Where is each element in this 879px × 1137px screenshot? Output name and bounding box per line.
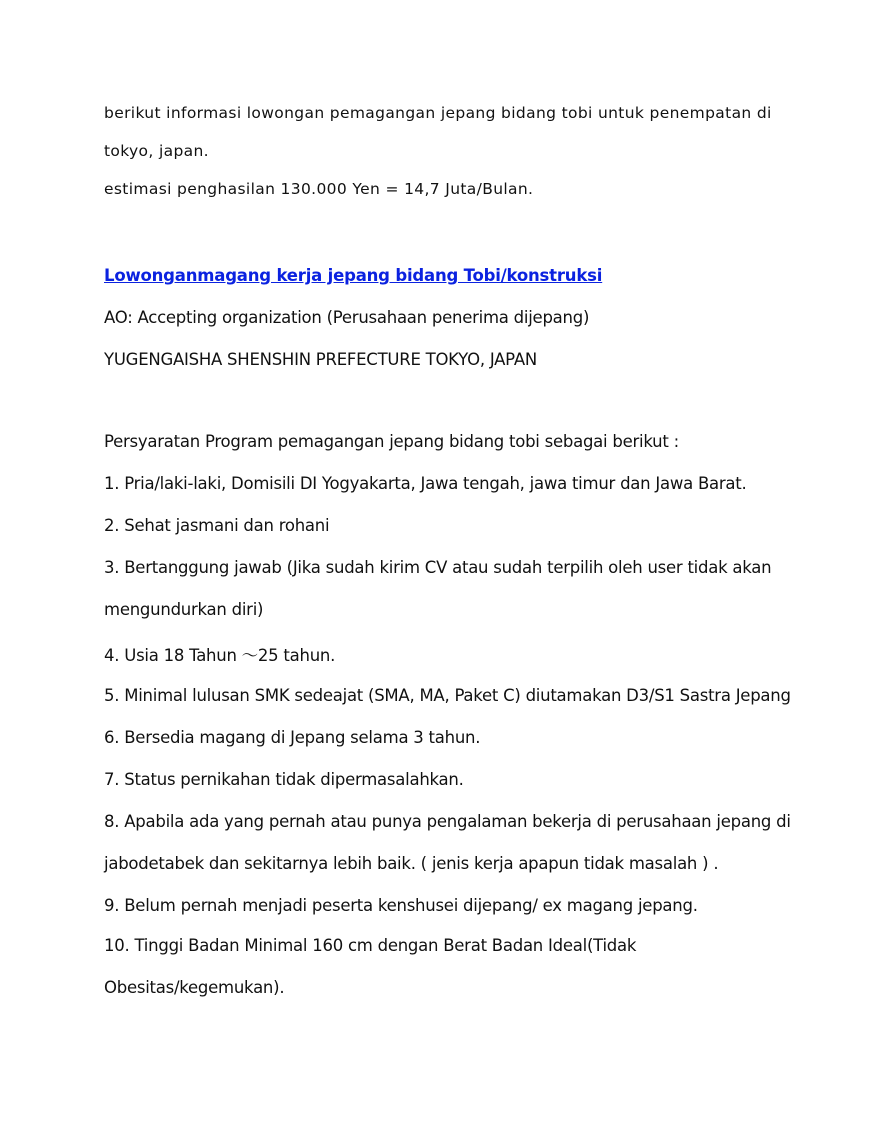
requirement-line: Obesitas/kegemukan). [104,978,285,997]
company-line: YUGENGAISHA SHENSHIN PREFECTURE TOKYO, JAPAN [104,350,537,369]
requirement-line: 7. Status pernikahan tidak dipermasalahkan. [104,770,464,789]
requirement-line: 4. Usia 18 Tahun ～25 tahun. [104,646,336,665]
requirement-line: 1. Pria/laki-laki, Domisili DI Yogyakarta, Jawa tengah, jawa timur dan Jawa Barat. [104,474,747,493]
requirements-intro: Persyaratan Program pemagangan jepang bidang tobi sebagai berikut : [104,432,679,451]
requirement-line: 9. Belum pernah menjadi peserta kenshusei dijepang/ ex magang jepang. [104,896,698,915]
requirement-line: jabodetabek dan sekitarnya lebih baik. ( jenis kerja apapun tidak masalah ) . [104,854,719,873]
intro-line-1: berikut informasi lowongan pemagangan jepang bidang tobi untuk penempatan di [104,104,772,122]
requirement-line: 10. Tinggi Badan Minimal 160 cm dengan Berat Badan Ideal(Tidak [104,936,637,955]
requirement-line: 3. Bertanggung jawab (Jika sudah kirim CV atau sudah terpilih oleh user tidak akan [104,558,772,577]
requirement-line: 5. Minimal lulusan SMK sedeajat (SMA, MA, Paket C) diutamakan D3/S1 Sastra Jepang [104,686,791,705]
intro-line-2: tokyo, japan. [104,142,209,160]
heading-link[interactable]: Lowonganmagang kerja jepang bidang Tobi/konstruksi [104,266,603,285]
ao-line: AO: Accepting organization (Perusahaan penerima dijepang) [104,308,590,327]
requirement-line: 8. Apabila ada yang pernah atau punya pengalaman bekerja di perusahaan jepang di [104,812,791,831]
requirement-line: 2. Sehat jasmani dan rohani [104,516,330,535]
requirement-line: mengundurkan diri) [104,600,264,619]
intro-line-3: estimasi penghasilan 130.000 Yen = 14,7 Juta/Bulan. [104,180,534,198]
requirement-line: 6. Bersedia magang di Jepang selama 3 tahun. [104,728,481,747]
